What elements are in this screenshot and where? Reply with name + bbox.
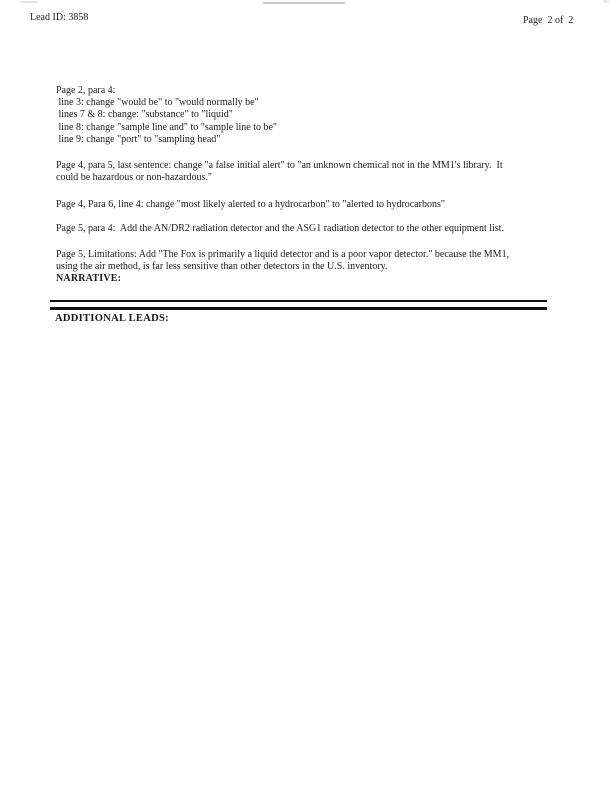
additional-leads-heading: ADDITIONAL LEADS: (55, 313, 169, 324)
text-line: could be hazardous or non-hazardous." (56, 172, 212, 184)
text-line: lines 7 & 8: change: "substance" to "liquid" (56, 109, 233, 121)
text-line: line 8: change "sample line and" to "sample line to be" (56, 121, 277, 133)
text-line: using the air method, is far less sensitive than other detectors in the U.S. inventory. (56, 261, 388, 273)
revision-note-page4-para6 (56, 199, 445, 211)
lead-id-label: Lead ID: 3858 (30, 12, 89, 23)
text-line: Page 5, para 4: Add the AN/DR2 radiation detector and the ASG1 radiation detector to the other equipment list. (56, 223, 504, 234)
narrative-heading: NARRATIVE: (56, 273, 122, 285)
text-line: Page 4, Para 6, line 4: change "most likely alerted to a hydrocarbon" to "alerted to hydrocarbons" (56, 199, 445, 210)
text-line: line 9: change "port" to "sampling head" (56, 133, 221, 145)
revision-note-page5-limitations (56, 249, 509, 286)
revision-note-page4-para5 (56, 160, 503, 184)
scan-artifact (263, 2, 345, 4)
double-rule-top (50, 300, 547, 302)
scan-artifact (20, 1, 38, 3)
page-number-label: Page 2 of 2 (523, 15, 574, 26)
text-line: line 3: change "would be" to "would normally be" (56, 97, 259, 109)
double-rule-bottom (50, 307, 547, 310)
scan-artifact (603, 0, 609, 3)
text-line: Page 4, para 5, last sentence: change "a false initial alert" to "an unknown chemical not in the MM1's library. It (56, 160, 503, 171)
revision-note-page2 (56, 85, 277, 146)
text-line: Page 2, para 4: (56, 85, 116, 96)
text-line: Page 5, Limitations: Add "The Fox is primarily a liquid detector and is a poor vapor detector." because the MM1, (56, 249, 510, 260)
revision-note-page5-para4 (56, 223, 504, 235)
